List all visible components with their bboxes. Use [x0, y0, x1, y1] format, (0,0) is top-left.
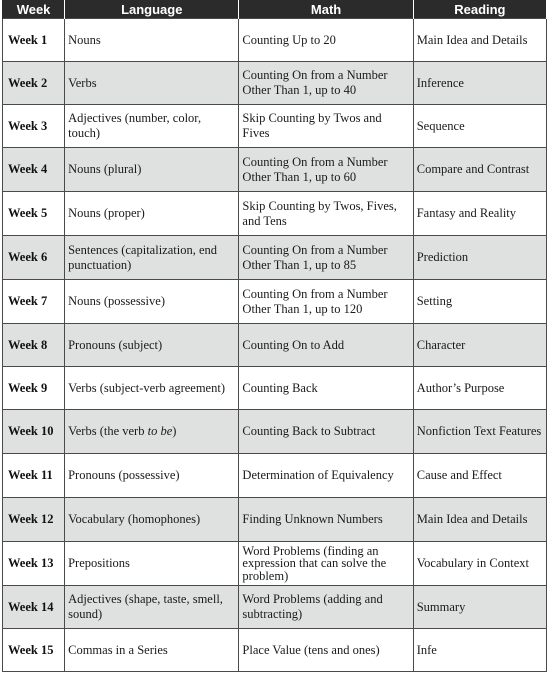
reading-cell: Sequence	[413, 105, 546, 148]
table-row	[3, 280, 547, 324]
header-row	[3, 0, 547, 19]
week-cell: Week 8	[3, 324, 65, 367]
language-cell: Verbs (subject-verb agreement)	[65, 367, 239, 410]
reading-cell: Vocabulary in Context	[413, 542, 546, 586]
language-text-prefix: Verbs (the verb	[68, 424, 148, 438]
language-cell: Nouns (proper)	[65, 192, 239, 236]
language-cell: Pronouns (subject)	[65, 324, 239, 367]
math-cell: Skip Counting by Twos and Fives	[239, 105, 413, 148]
week-cell: Week 13	[3, 542, 65, 586]
reading-cell: Main Idea and Details	[413, 498, 546, 542]
week-cell: Week 15	[3, 629, 65, 672]
language-cell: Sentences (capitalization, end punctuation)	[65, 236, 239, 280]
week-cell: Week 7	[3, 280, 65, 324]
language-cell: Commas in a Series	[65, 629, 239, 672]
week-cell: Week 2	[3, 62, 65, 105]
table-row	[3, 586, 547, 629]
table-row	[3, 324, 547, 367]
language-cell: Pronouns (possessive)	[65, 454, 239, 498]
math-cell: Skip Counting by Twos, Fives, and Tens	[239, 192, 413, 236]
language-cell: Prepositions	[65, 542, 239, 586]
table-row	[3, 148, 547, 192]
math-cell: Counting Up to 20	[239, 19, 413, 62]
math-cell: Counting On from a Number Other Than 1, up to 120	[239, 280, 413, 324]
week-cell: Week 14	[3, 586, 65, 629]
reading-cell: Summary	[413, 586, 546, 629]
language-cell: Verbs	[65, 62, 239, 105]
table-row	[3, 367, 547, 410]
language-cell: Adjectives (number, color, touch)	[65, 105, 239, 148]
table-header	[3, 0, 547, 19]
math-cell: Finding Unknown Numbers	[239, 498, 413, 542]
reading-cell: Compare and Contrast	[413, 148, 546, 192]
week-cell: Week 12	[3, 498, 65, 542]
table-row	[3, 498, 547, 542]
reading-cell: Character	[413, 324, 546, 367]
language-cell: Nouns (possessive)	[65, 280, 239, 324]
math-cell: Counting Back	[239, 367, 413, 410]
table-row	[3, 192, 547, 236]
language-cell: Adjectives (shape, taste, smell, sound)	[65, 586, 239, 629]
math-cell: Counting On from a Number Other Than 1, up to 60	[239, 148, 413, 192]
language-cell	[65, 410, 239, 454]
math-cell: Counting On from a Number Other Than 1, up to 40	[239, 62, 413, 105]
week-cell: Week 10	[3, 410, 65, 454]
table-body	[3, 19, 547, 672]
reading-cell: Prediction	[413, 236, 546, 280]
reading-cell: Setting	[413, 280, 546, 324]
column-header-language: Language	[65, 0, 239, 19]
language-text-italic: to be	[147, 424, 173, 438]
week-cell: Week 9	[3, 367, 65, 410]
table-row	[3, 629, 547, 672]
week-cell: Week 5	[3, 192, 65, 236]
table-row	[3, 542, 547, 586]
reading-cell: Inference	[413, 62, 546, 105]
reading-cell: Cause and Effect	[413, 454, 546, 498]
reading-cell: Nonfiction Text Features	[413, 410, 546, 454]
table-row	[3, 62, 547, 105]
week-cell: Week 6	[3, 236, 65, 280]
reading-cell: Author’s Purpose	[413, 367, 546, 410]
math-cell: Word Problems (adding and subtracting)	[239, 586, 413, 629]
math-cell: Counting Back to Subtract	[239, 410, 413, 454]
week-cell: Week 1	[3, 19, 65, 62]
week-cell: Week 3	[3, 105, 65, 148]
reading-cell: Infe	[413, 629, 546, 672]
curriculum-table	[2, 0, 547, 672]
math-cell: Counting On to Add	[239, 324, 413, 367]
math-cell: Word Problems (finding an expression that can solve the problem)	[239, 542, 413, 586]
math-cell: Counting On from a Number Other Than 1, up to 85	[239, 236, 413, 280]
language-cell: Nouns	[65, 19, 239, 62]
language-cell: Nouns (plural)	[65, 148, 239, 192]
reading-cell: Fantasy and Reality	[413, 192, 546, 236]
column-header-math: Math	[239, 0, 413, 19]
table-row	[3, 236, 547, 280]
math-cell: Place Value (tens and ones)	[239, 629, 413, 672]
table-row	[3, 19, 547, 62]
math-cell: Determination of Equivalency	[239, 454, 413, 498]
week-cell: Week 4	[3, 148, 65, 192]
week-cell: Week 11	[3, 454, 65, 498]
column-header-reading: Reading	[413, 0, 546, 19]
table-row	[3, 454, 547, 498]
reading-cell: Main Idea and Details	[413, 19, 546, 62]
language-cell: Vocabulary (homophones)	[65, 498, 239, 542]
table-row	[3, 410, 547, 454]
column-header-week: Week	[3, 0, 65, 19]
table-row	[3, 105, 547, 148]
language-text-suffix: )	[172, 424, 177, 438]
